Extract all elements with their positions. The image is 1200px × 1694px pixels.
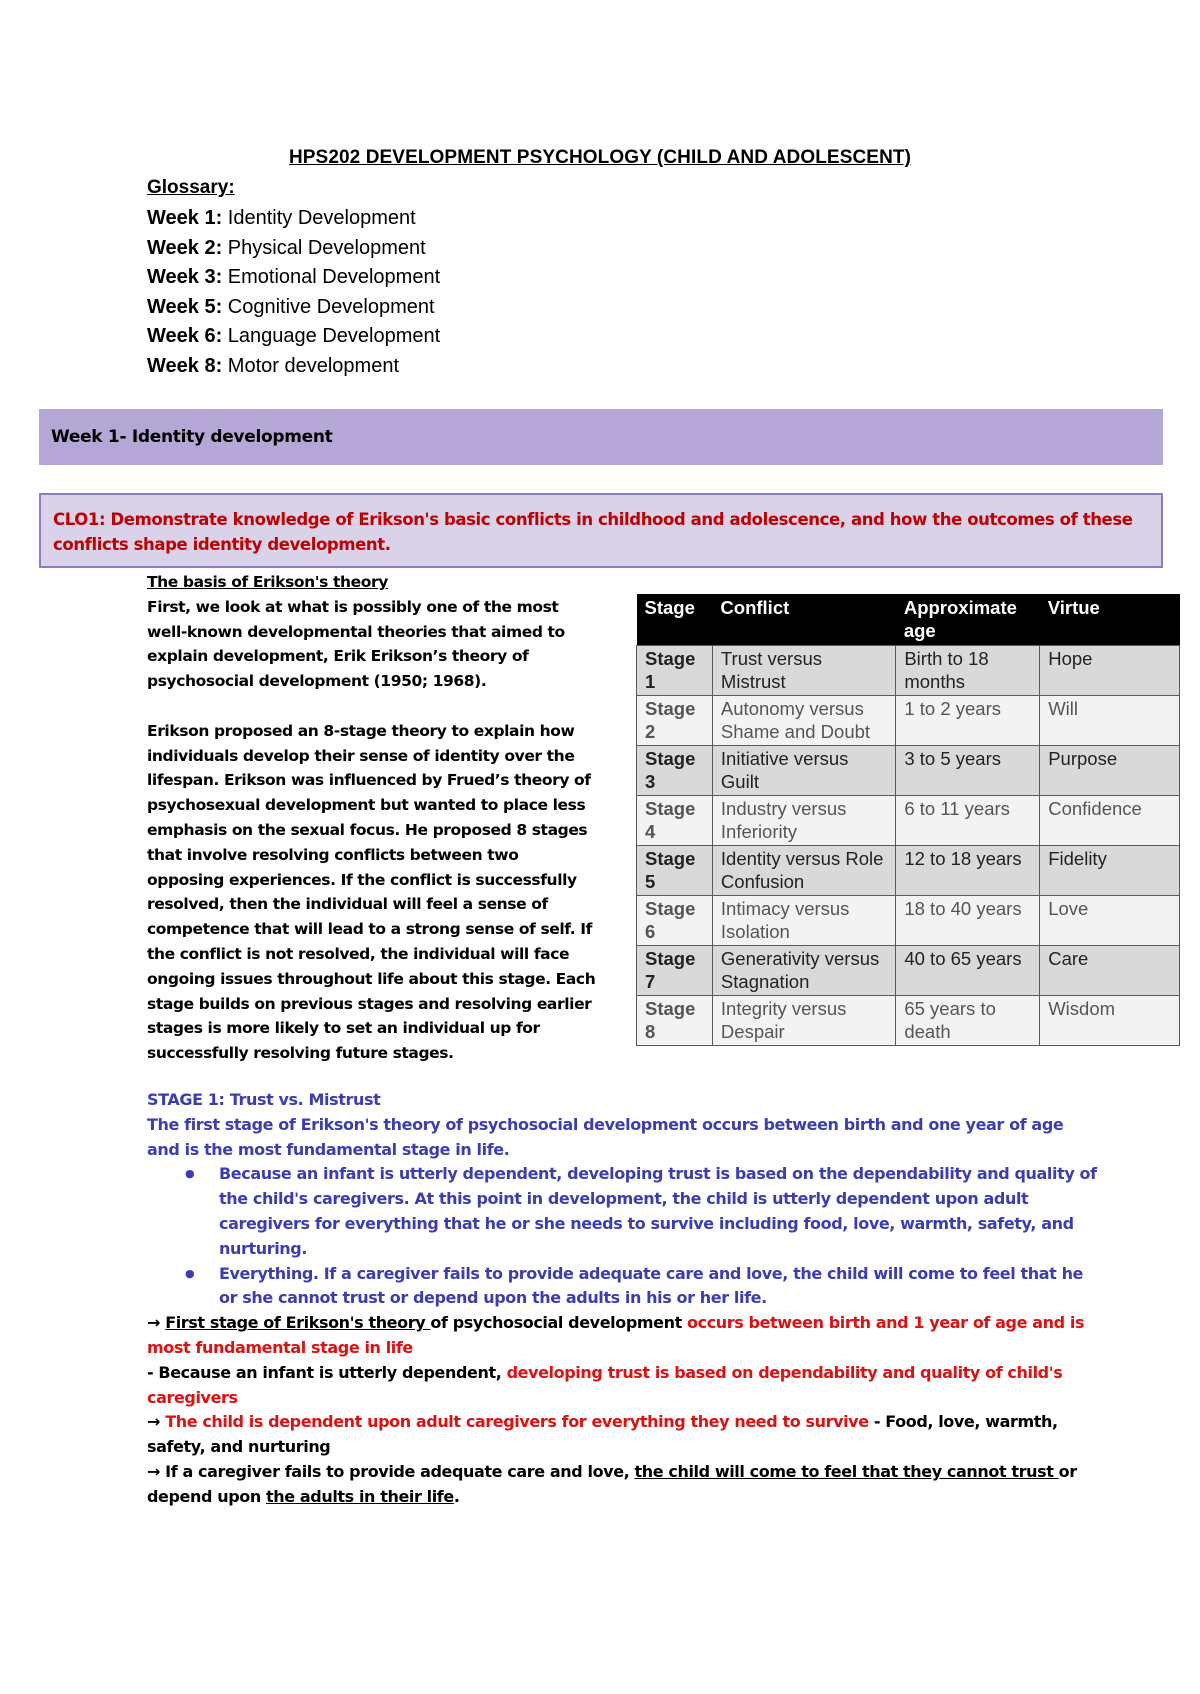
stage-cell: Stage 3: [637, 746, 713, 796]
stage1-intro: The first stage of Erikson's theory of psychosocial development occurs between birth and one year of age and is the most fundamental stage in life.: [147, 1114, 1064, 1159]
table-row: [637, 996, 1180, 1046]
paragraph: First, we look at what is possibly one of the most well-known developmental theories that aimed to explain development, Erik Erikson’s theory of psychosocial development (1950; 1968).: [147, 597, 565, 691]
stage-cell: Stage 6: [637, 896, 713, 946]
glossary-item: [147, 352, 440, 382]
age-cell: 40 to 65 years: [896, 946, 1040, 996]
glossary-list: [147, 204, 440, 381]
virtue-cell: Purpose: [1040, 746, 1180, 796]
glossary-week-label: Week 5:: [147, 295, 223, 318]
glossary-topic: Language Development: [227, 325, 441, 347]
glossary-topic: Identity Development: [227, 207, 416, 229]
age-cell: 18 to 40 years: [896, 896, 1040, 946]
week1-banner: [39, 409, 1163, 465]
stage-cell: Stage 1: [637, 646, 713, 696]
document-title: HPS202 DEVELOPMENT PSYCHOLOGY (CHILD AND ADOLESCENT): [288, 147, 912, 168]
stage-cell: Stage 7: [637, 946, 713, 996]
stage-cell: Stage 2: [637, 696, 713, 746]
virtue-cell: Will: [1040, 696, 1180, 746]
column-header: Stage: [637, 594, 713, 646]
virtue-cell: Confidence: [1040, 796, 1180, 846]
stage-cell: Stage 5: [637, 846, 713, 896]
note-underlined-text: the adults in their life: [266, 1486, 454, 1506]
glossary-item: [147, 234, 440, 264]
conflict-cell: Identity versus Role Confusion: [712, 846, 895, 896]
stage1-heading: STAGE 1: Trust vs. Mistrust: [147, 1090, 381, 1109]
arrow-glyph: →: [147, 1313, 166, 1333]
column-header: Virtue: [1040, 594, 1180, 646]
glossary-topic: Cognitive Development: [227, 295, 435, 318]
paragraph: Erikson proposed an 8-stage theory to explain how individuals develop their sense of identity over the lifespan. Erikson was influenced by Frued’s theory of psychosexual development but wanted to place less emphasis on the sexual focus. He proposed 8 stages that involve resolving conflicts between two opposing experiences. If the conflict is successfully resolved, then the individual will feel a sense of competence that will lead to a strong sense of self. If the conflict is not resolved, the individual will face ongoing issues throughout life about this stage. Each stage builds on previous stages and resolving earlier stages is more likely to set an individual up for successfully resolving future stages.: [147, 721, 596, 1063]
glossary-heading: Glossary:: [147, 177, 235, 198]
conflict-cell: Autonomy versus Shame and Doubt: [712, 696, 895, 746]
glossary-week-label: Week 2:: [147, 236, 223, 259]
clo1-box: CLO1: Demonstrate knowledge of Erikson's basic conflicts in childhood and adolescence, and how the outcomes of these conflicts shape identity development.: [39, 493, 1163, 568]
glossary-item: [147, 204, 440, 234]
note-text: of psychosocial development: [430, 1313, 688, 1333]
glossary-topic: Emotional Development: [227, 266, 441, 288]
note-text: or depend upon: [147, 1461, 1077, 1506]
glossary-week-label: Week 3:: [147, 266, 223, 288]
glossary-week-label: Week 8:: [147, 354, 223, 377]
stage1-bullet-list: [147, 1162, 1097, 1311]
note-line: [147, 1361, 1097, 1411]
age-cell: 3 to 5 years: [896, 746, 1040, 796]
week1-banner-text: Week 1- Identity development: [51, 427, 333, 447]
table-row: [637, 646, 1180, 696]
virtue-cell: Wisdom: [1040, 996, 1180, 1046]
note-highlight: developing trust is based on dependability and quality of child's caregivers: [147, 1362, 1063, 1407]
virtue-cell: Love: [1040, 896, 1180, 946]
glossary-topic: Physical Development: [227, 236, 426, 259]
glossary-week-label: Week 6:: [147, 325, 223, 347]
conflict-cell: Industry versus Inferiority: [712, 796, 895, 846]
conflict-cell: Trust versus Mistrust: [712, 646, 895, 696]
table-row: [637, 946, 1180, 996]
table-row: [637, 696, 1180, 746]
note-text: .: [453, 1486, 460, 1506]
virtue-cell: Care: [1040, 946, 1180, 996]
note-text: - Because an infant is utterly dependent,: [147, 1362, 507, 1382]
note-underlined-text: the child will come to feel that they cannot trust: [634, 1461, 1059, 1481]
glossary-week-label: Week 1:: [147, 207, 223, 229]
note-text: - Food, love, warmth, safety, and nurturing: [147, 1412, 1058, 1457]
stage1-section: [147, 1088, 1097, 1510]
note-line: [147, 1460, 1097, 1510]
list-item: ● Because an infant is utterly dependent, developing trust is based on the dependability and quality of the child's caregivers. At this point in development, the child is utterly dependent upon adult caregivers for everything that he or she needs to survive including food, love, warmth, safety, and nurturing.: [219, 1162, 1097, 1261]
stage-cell: Stage 4: [637, 796, 713, 846]
age-cell: 12 to 18 years: [896, 846, 1040, 896]
column-header: Approximate age: [896, 594, 1040, 646]
age-cell: 65 years to death: [896, 996, 1040, 1046]
erikson-basis-section: [147, 570, 597, 1066]
erikson-stages-table: [636, 594, 1180, 1046]
glossary-topic: Motor development: [227, 354, 399, 377]
virtue-cell: Hope: [1040, 646, 1180, 696]
table-row: [637, 846, 1180, 896]
conflict-cell: Intimacy versus Isolation: [712, 896, 895, 946]
note-underlined-text: First stage of Erikson's theory: [165, 1313, 431, 1333]
conflict-cell: Generativity versus Stagnation: [712, 946, 895, 996]
column-header: Conflict: [712, 594, 895, 646]
list-item: ● Everything. If a caregiver fails to provide adequate care and love, the child will come to feel that he or she cannot trust or depend upon the adults in his or her life.: [219, 1262, 1097, 1312]
note-text: → If a caregiver fails to provide adequate care and love,: [147, 1461, 635, 1481]
note-highlight: occurs between birth and 1 year of age and is most fundamental stage in life: [147, 1313, 1085, 1357]
table-row: [637, 796, 1180, 846]
age-cell: Birth to 18 months: [896, 646, 1040, 696]
table-row: [637, 896, 1180, 946]
section-heading: The basis of Erikson's theory: [147, 573, 388, 591]
virtue-cell: Fidelity: [1040, 846, 1180, 896]
stage-cell: Stage 8: [637, 996, 713, 1046]
glossary-item: [147, 263, 440, 293]
note-line: [147, 1410, 1097, 1460]
age-cell: 1 to 2 years: [896, 696, 1040, 746]
age-cell: 6 to 11 years: [896, 796, 1040, 846]
table-header-row: [637, 594, 1180, 646]
conflict-cell: Initiative versus Guilt: [712, 746, 895, 796]
glossary-item: [147, 293, 440, 323]
note-highlight: The child is dependent upon adult caregivers for everything they need to survive: [165, 1412, 869, 1432]
note-line: [147, 1311, 1097, 1361]
table-row: [637, 746, 1180, 796]
arrow-glyph: →: [147, 1412, 166, 1432]
conflict-cell: Integrity versus Despair: [712, 996, 895, 1046]
glossary-item: [147, 322, 440, 352]
